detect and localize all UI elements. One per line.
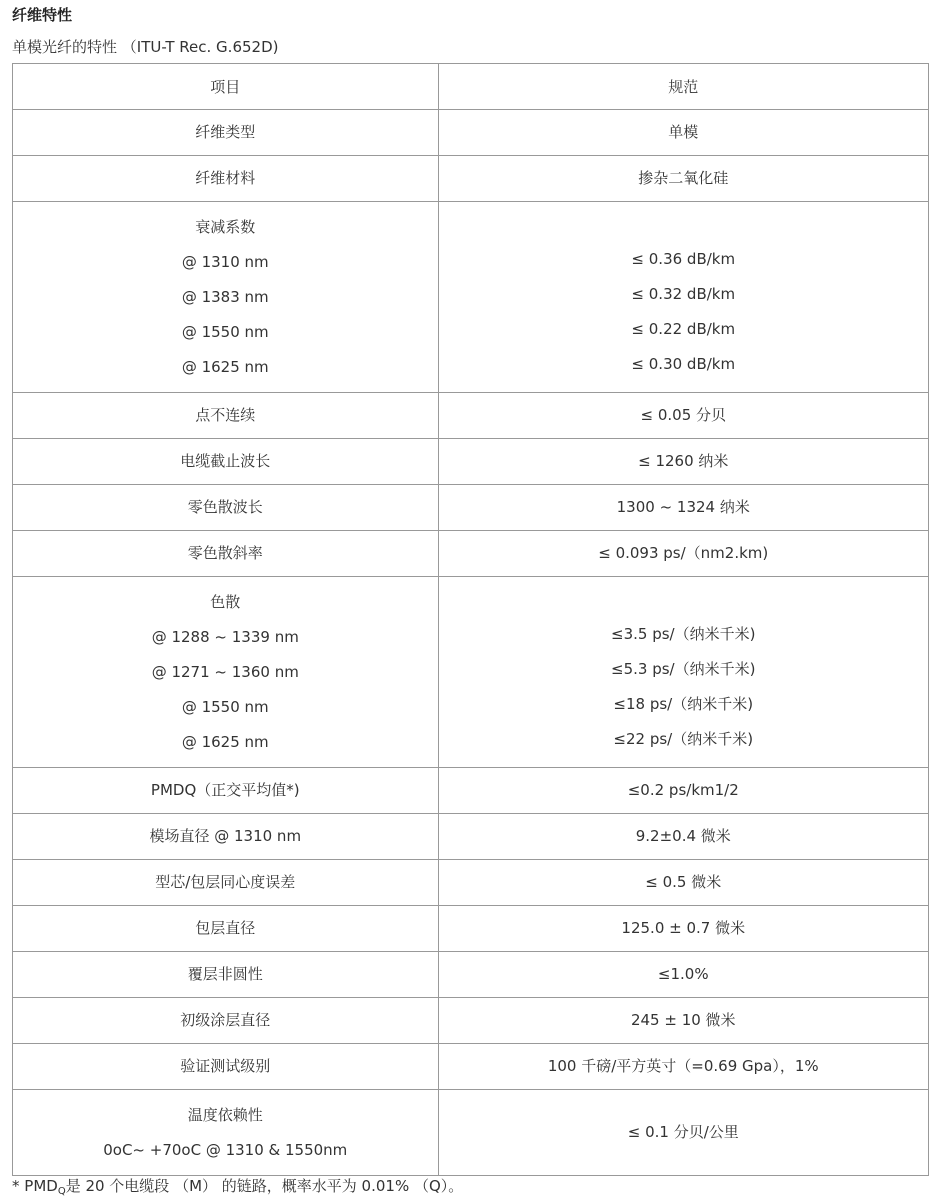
row-item-text: @ 1550 nm: [181, 323, 269, 341]
row-spec-text: 单模: [668, 123, 699, 141]
row-spec-cell: [438, 814, 928, 860]
row-spec-cell: [438, 952, 928, 998]
row-spec-text: ≤5.3 ps/（纳米千米): [611, 660, 756, 678]
row-item-text: @ 1625 nm: [181, 358, 269, 376]
row-item-text: 衰减系数: [195, 218, 256, 236]
table-row: [13, 393, 929, 439]
row-item-cell: [13, 768, 439, 814]
row-item-text: 点不连续: [195, 406, 256, 424]
row-item-cell: [13, 1044, 439, 1090]
row-spec-cell: [438, 110, 928, 156]
row-spec-text: 1300 ~ 1324 纳米: [616, 498, 750, 516]
row-item-text: 型芯/包层同心度误差: [155, 873, 296, 891]
row-item-cell: [13, 156, 439, 202]
header-spec: 规范: [438, 64, 928, 110]
row-spec-text: ≤ 0.1 分贝/公里: [627, 1123, 739, 1141]
row-spec-text: ≤ 0.30 dB/km: [631, 355, 736, 373]
row-spec-cell: [438, 860, 928, 906]
row-spec-text: 9.2±0.4 微米: [635, 827, 731, 845]
row-spec-text: ≤0.2 ps/km1/2: [627, 781, 739, 799]
table-row: [13, 531, 929, 577]
table-row: [13, 768, 929, 814]
row-spec-cell: [438, 202, 928, 393]
table-row: [13, 952, 929, 998]
row-item-cell: [13, 202, 439, 393]
row-spec-cell: [438, 1044, 928, 1090]
row-spec-text: ≤ 0.36 dB/km: [631, 250, 736, 268]
row-item-cell: [13, 952, 439, 998]
footnote-subscript: Q: [57, 1186, 66, 1197]
row-spec-cell: [438, 439, 928, 485]
table-row: [13, 485, 929, 531]
row-item-text: 温度依赖性: [187, 1106, 263, 1124]
row-item-text: 验证测试级别: [180, 1057, 271, 1075]
row-spec-text: ≤ 0.22 dB/km: [631, 320, 736, 338]
row-item-text: 色散: [210, 593, 241, 611]
row-spec-text: ≤3.5 ps/（纳米千米): [611, 625, 756, 643]
row-spec-cell: [438, 768, 928, 814]
table-row: [13, 577, 929, 768]
table-row: [13, 156, 929, 202]
row-item-cell: [13, 577, 439, 768]
row-spec-text: ≤ 0.093 ps/（nm2.km): [598, 544, 769, 562]
row-spec-cell: [438, 998, 928, 1044]
table-row: [13, 906, 929, 952]
row-spec-cell: [438, 156, 928, 202]
row-item-cell: [13, 814, 439, 860]
row-item-cell: [13, 439, 439, 485]
row-spec-cell: [438, 393, 928, 439]
table-row: [13, 814, 929, 860]
row-item-text: @ 1383 nm: [181, 288, 269, 306]
row-spec-text: 100 千磅/平方英寸（=0.69 Gpa），1%: [547, 1057, 819, 1075]
row-item-cell: [13, 531, 439, 577]
row-item-text: PMDQ（正交平均值*): [150, 781, 300, 799]
footnote-prefix: * PMD: [12, 1177, 58, 1195]
row-item-text: @ 1271 ~ 1360 nm: [151, 663, 299, 681]
row-item-cell: [13, 906, 439, 952]
table-row: [13, 202, 929, 393]
footnote-text: 是 20 个电缆段 （M） 的链路，概率水平为 0.01% （Q）。: [65, 1177, 464, 1195]
row-spec-cell: [438, 577, 928, 768]
row-item-text: 纤维类型: [195, 123, 256, 141]
row-item-text: @ 1310 nm: [181, 253, 269, 271]
row-item-text: @ 1625 nm: [181, 733, 269, 751]
table-row: [13, 1090, 929, 1176]
fiber-spec-table: [12, 63, 929, 1176]
header-item: 项目: [13, 64, 439, 110]
row-item-text: 纤维材料: [195, 169, 256, 187]
row-item-cell: [13, 860, 439, 906]
row-item-text: 零色散波长: [187, 498, 263, 516]
row-spec-cell: [438, 906, 928, 952]
row-item-cell: [13, 485, 439, 531]
row-spec-text: ≤ 1260 纳米: [638, 452, 729, 470]
section-subtitle: 单模光纤的特性 （ITU-T Rec. G.652D): [12, 38, 279, 56]
row-item-text: 零色散斜率: [187, 544, 263, 562]
row-spec-text: ≤22 ps/（纳米千米): [613, 730, 754, 748]
row-item-cell: [13, 1090, 439, 1176]
table-row: [13, 110, 929, 156]
row-item-text: @ 1550 nm: [181, 698, 269, 716]
table-row: [13, 1044, 929, 1090]
table-row: [13, 998, 929, 1044]
row-item-cell: [13, 998, 439, 1044]
row-spec-cell: [438, 1090, 928, 1176]
table-row: [13, 860, 929, 906]
row-spec-cell: [438, 485, 928, 531]
row-spec-text: ≤ 0.5 微米: [645, 873, 722, 891]
row-item-text: 模场直径 @ 1310 nm: [149, 827, 302, 845]
row-spec-text: 245 ± 10 微米: [630, 1011, 736, 1029]
row-spec-text: 掺杂二氧化硅: [638, 169, 729, 187]
row-item-text: 初级涂层直径: [180, 1011, 271, 1029]
row-spec-text: ≤18 ps/（纳米千米): [613, 695, 754, 713]
row-item-cell: [13, 393, 439, 439]
row-item-cell: [13, 110, 439, 156]
row-item-text: 覆层非圆性: [187, 965, 263, 983]
table-header-row: [13, 64, 929, 110]
section-title: 纤维特性: [12, 6, 73, 24]
footnote: [12, 1175, 463, 1203]
row-item-text: @ 1288 ~ 1339 nm: [151, 628, 299, 646]
row-spec-text: 125.0 ± 0.7 微米: [621, 919, 746, 937]
row-item-text: 包层直径: [195, 919, 256, 937]
row-spec-cell: [438, 531, 928, 577]
row-spec-text: ≤1.0%: [657, 965, 709, 983]
table-row: [13, 439, 929, 485]
row-item-text: 电缆截止波长: [180, 452, 271, 470]
row-item-text: 0oC~ +70oC @ 1310 & 1550nm: [103, 1141, 348, 1159]
row-spec-text: ≤ 0.05 分贝: [640, 406, 727, 424]
row-spec-text: ≤ 0.32 dB/km: [631, 285, 736, 303]
